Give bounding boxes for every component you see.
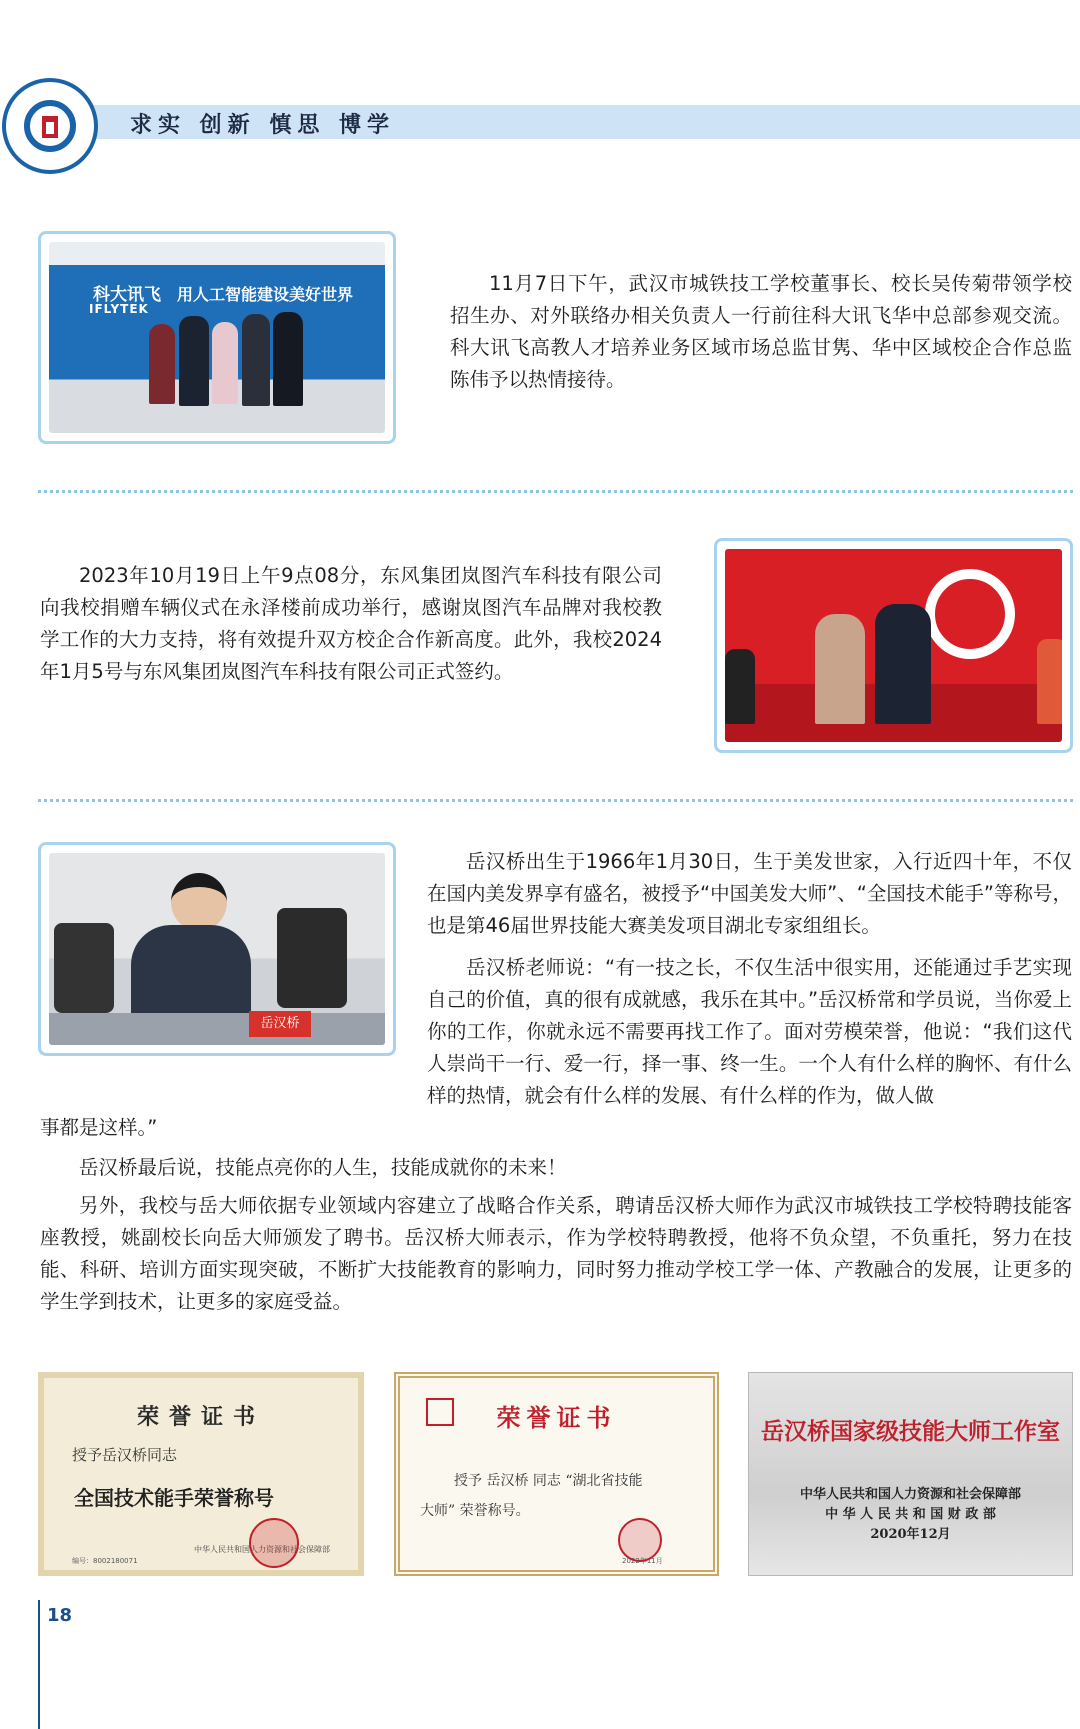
section2-text: 2023年10月19日上午9点08分，东风集团岚图汽车科技有限公司向我校捐赠车辆仪式在永泽楼前成功举行，感谢岚图汽车品牌对我校教学工作的大力支持，将有效提升双方校企合作新高度。此外，我校2024年1月5号与东风集团岚图汽车科技有限公司正式签约。 [40, 564, 662, 683]
chair [277, 908, 347, 1008]
seal-emblem-icon [925, 569, 1015, 659]
certificate-national-skill [38, 1372, 364, 1576]
photo-frame-yue [38, 842, 396, 1056]
plaque-issuer1: 中华人民共和国人力资源和社会保障部 [799, 1487, 1021, 1502]
person [1037, 639, 1062, 724]
photo-yue-hanqiao [49, 853, 385, 1045]
cert-line1: 授予岳汉桥同志 [72, 1446, 178, 1464]
section1-text: 11月7日下午，武汉市城铁技工学校董事长、校长吴传菊带领学校招生办、对外联络办相关负责人一行前往科大讯飞华中总部参观交流。科大讯飞高教人才培养业务区域市场总监甘隽、华中区域校企合作总监陈伟予以热情接待。 [450, 272, 1072, 391]
school-logo [2, 78, 98, 174]
banner-brand-en: IFLYTEK [89, 302, 149, 316]
section3-p2-tail: 事都是这样。” [40, 1116, 158, 1139]
cert-line2: 全国技术能手荣誉称号 [74, 1486, 274, 1510]
photo-frame-signing [714, 538, 1073, 753]
plaque-date: 2020年12月 [870, 1527, 951, 1542]
section3-p2: 岳汉桥老师说：“有一技之长，不仅生活中很实用，还能通过手艺实现自己的价值，真的很有成就感，我乐在其中。”岳汉桥常和学员说，当你爱上你的工作，你就永远不需要再找工作了。面对劳模荣誉，他说：“我们这代人崇尚干一行、爱一行，择一事、终一生。一个人有什么样的胸怀、有什么样的热情，就会有什么样的发展、有什么样的作为，做人做 [427, 956, 1072, 1107]
chair [54, 923, 114, 1013]
table [49, 1013, 385, 1045]
red-seal-icon [249, 1518, 299, 1568]
cert-issuer: 中华人民共和国人力资源和社会保障部 [194, 1545, 330, 1554]
cert-serial: 编号：8002180071 [72, 1557, 138, 1565]
certificate-hubei-master [394, 1372, 719, 1576]
photo-frame-iflytek [38, 231, 396, 444]
nameplate: 岳汉桥 [249, 1011, 311, 1037]
divider-dotted [38, 799, 1073, 802]
logo-emblem-icon [24, 100, 76, 152]
person [725, 649, 755, 724]
divider-dotted [38, 490, 1073, 493]
section3-p4: 另外，我校与岳大师依据专业领域内容建立了战略合作关系，聘请岳汉桥大师作为武汉市城铁技工学校特聘技能客座教授，姚副校长向岳大师颁发了聘书。岳汉桥大师表示，作为学校特聘教授，他将不负众望，不负重托，努力在技能、科研、培训方面实现突破，不断扩大技能教育的影响力，同时努力推动学校工学一体、产教融合的发展，让更多的学生学到技术，让更多的家庭受益。 [40, 1194, 1072, 1313]
banner-slogan: 用人工智能建设美好世界 [177, 285, 354, 304]
cert-title: 荣誉证书 [496, 1403, 617, 1432]
plaque-master-studio [748, 1372, 1073, 1576]
photo-iflytek-visit [49, 242, 385, 433]
section3-p2-intro [427, 952, 1072, 1112]
banner-brand: 科大讯飞 [93, 285, 161, 305]
school-motto: 求实 创新 慎思 博学 [130, 112, 395, 138]
person [273, 312, 303, 406]
person [242, 314, 270, 406]
page-number: 18 [47, 1605, 73, 1626]
plaque-title: 岳汉桥国家级技能大师工作室 [761, 1418, 1060, 1445]
person [875, 604, 931, 724]
footer-rule [38, 1600, 40, 1729]
person-head [171, 873, 227, 931]
plaque-issuer2: 中 华 人 民 共 和 国 财 政 部 [825, 1507, 996, 1522]
cert-title: 荣誉证书 [136, 1404, 265, 1430]
section3-p3: 岳汉桥最后说，技能点亮你的人生，技能成就你的未来！ [79, 1156, 567, 1179]
section3-p1: 岳汉桥出生于1966年1月30日，生于美发世家，入行近四十年，不仅在国内美发界享有盛名，被授予“中国美发大师”、“全国技术能手”等称号，也是第46届世界技能大赛美发项目湖北专家组组长。 [427, 850, 1072, 937]
cert-line1: 授予 岳汉桥 同志 “湖北省技能 [454, 1473, 643, 1489]
person [149, 324, 175, 404]
cert-line2: 大师” 荣誉称号。 [420, 1503, 530, 1519]
logo-mark-icon [42, 116, 58, 138]
cert-date: 2022年11月 [622, 1557, 663, 1565]
person [212, 322, 238, 404]
photo-signing-ceremony [725, 549, 1062, 742]
person [179, 316, 209, 406]
person [815, 614, 865, 724]
